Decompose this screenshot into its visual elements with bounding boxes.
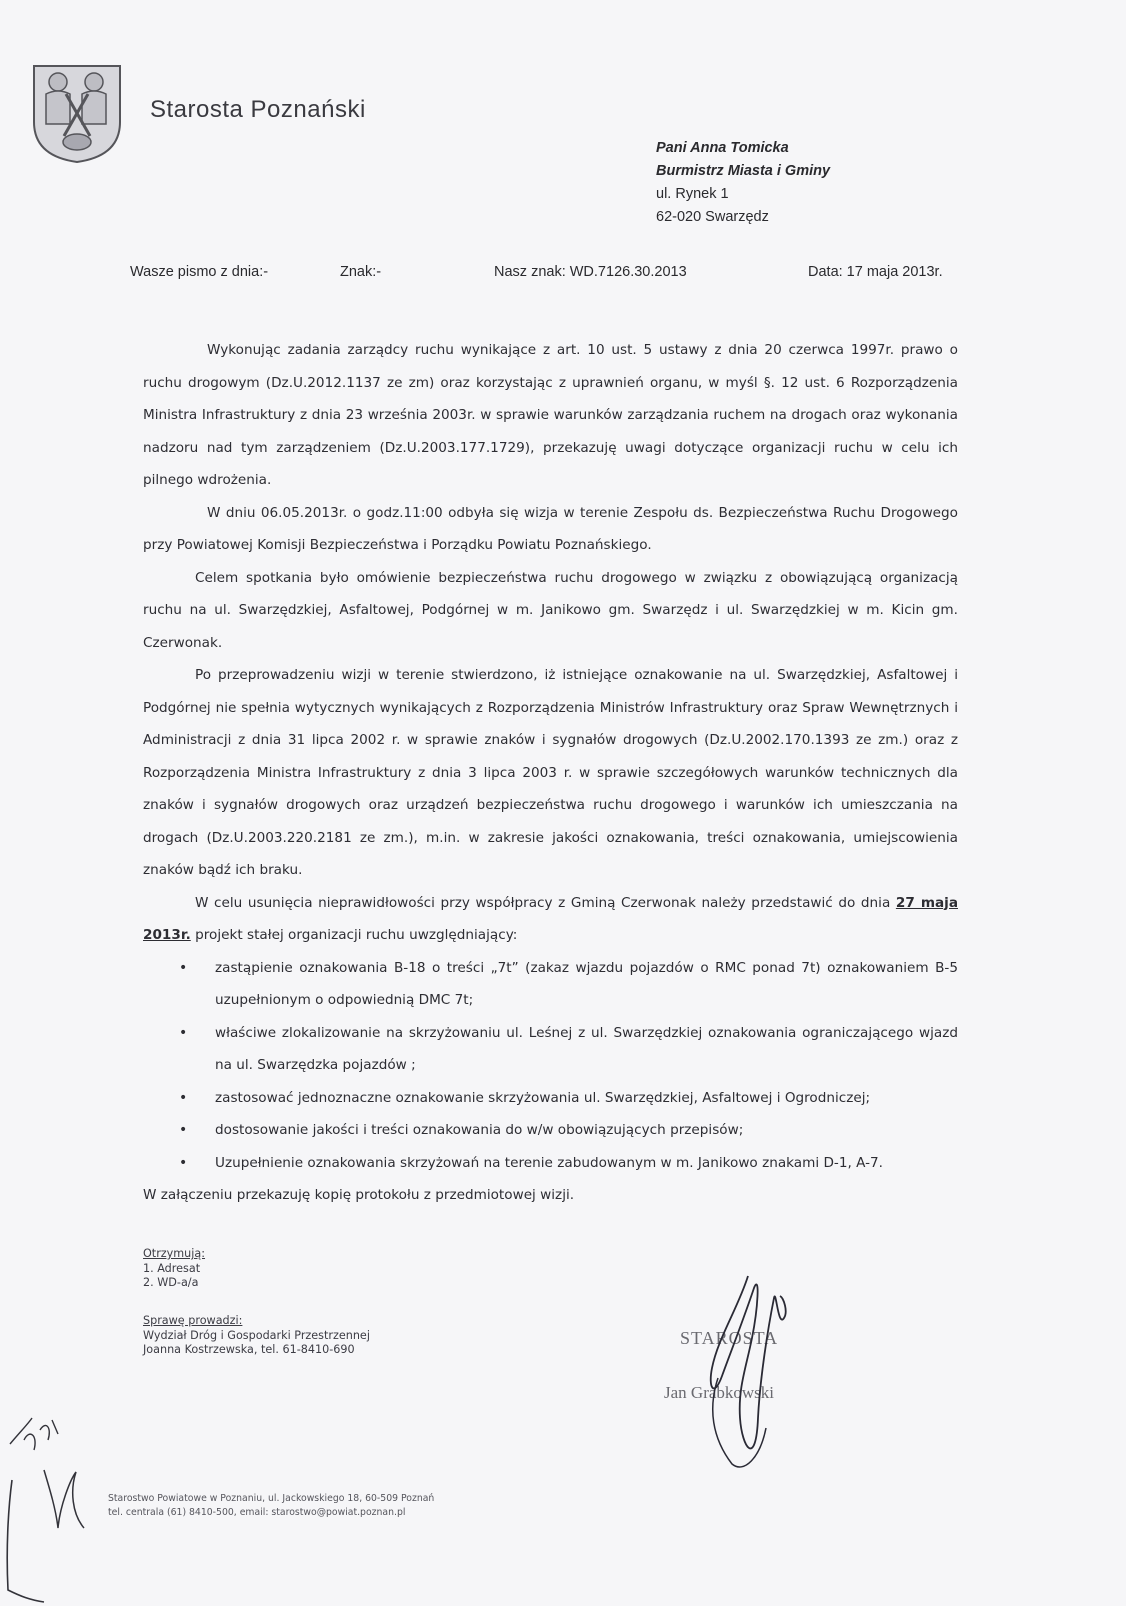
case-handler-title: Sprawę prowadzi: <box>143 1314 243 1327</box>
recipient-address <box>656 137 830 229</box>
footer-contact: tel. centrala (61) 8410-500, email: starostwo@powiat.poznan.pl <box>108 1507 406 1518</box>
case-handler-block <box>143 1314 370 1358</box>
list-item: • dostosowanie jakości i treści oznakowania do w/w obowiązujących przepisów; <box>143 1114 958 1147</box>
deadline-date: 27 maja 2013r. <box>143 894 958 943</box>
recipient-name: Pani Anna Tomicka <box>656 140 789 156</box>
recipient-street: ul. Rynek 1 <box>656 186 729 202</box>
recipient-item: 1. Adresat <box>143 1261 201 1275</box>
paragraph-5 <box>143 887 958 952</box>
paragraph-2: W dniu 06.05.2013r. o godz.11:00 odbyła się wizja w terenie Zespołu ds. Bezpieczeństwa Ruchu Drogowego przy Powiatowej Komisji Bezpieczeństwa i Porządku Powiatu Poznańskiego. <box>143 504 958 553</box>
your-letter-date: Wasze pismo z dnia:- <box>130 264 269 280</box>
signature-image <box>648 1268 808 1478</box>
footer <box>108 1492 434 1520</box>
requirements-list <box>143 952 958 1180</box>
list-item: • właściwe zlokalizowanie na skrzyżowaniu ul. Leśnej z ul. Swarzędzkiej oznakowania ograniczającego wjazd na ul. Swarzędzka pojazdów ; <box>143 1017 958 1082</box>
paragraph-3: Celem spotkania było omówienie bezpieczeństwa ruchu drogowego w związku z obowiązującą organizacją ruchu na ul. Swarzędzkiej, Asfaltowej, Podgórnej w m. Janikowo gm. Swarzędz i ul. Swarzędzkiej w m. Kicin gm. Czerwonak. <box>143 569 958 651</box>
recipient-item: 2. WD-a/a <box>143 1276 199 1289</box>
paragraph-1: Wykonując zadania zarządcy ruchu wynikające z art. 10 ust. 5 ustawy z dnia 20 czerwca 1997r. prawo o ruchu drogowym (Dz.U.2012.1137 ze zm) oraz korzystając z uprawnień organu, w myśl §. 12 ust. 6 Rozporządzenia Ministra Infrastruktury z dnia 23 września 2003r. w sprawie warunków zarządzania ruchem na drogach oraz wykonania nadzoru nad tym zarządzeniem (Dz.U.2003.177.1729), przekazuję uwagi dotyczące organizacji ruchu w celu ich pilnego wdrożenia. <box>143 342 958 488</box>
paragraph-5-lead: W celu usunięcia nieprawidłowości przy współpracy z Gminą Czerwonak należy przedstawić do dnia <box>195 894 891 911</box>
recipient-position: Burmistrz Miasta i Gminy <box>656 163 831 179</box>
coat-of-arms-logo <box>32 64 122 164</box>
paragraph-4: Po przeprowadzeniu wizji w terenie stwierdzono, iż istniejące oznakowanie na ul. Swarzędzkiej, Asfaltowej i Podgórnej nie spełnia wytycznych wynikających z Rozporządzenia Ministrów Infrastruktury oraz Spraw Wewnętrznych i Administracji z dnia 31 lipca 2002 r. w sprawie znaków i sygnałów drogowych (Dz.U.2002.170.1393 ze zm.) oraz z Rozporządzenia Ministra Infrastruktury z dnia 3 lipca 2003 r. w sprawie szczegółowych warunków technicznych dla znaków i sygnałów drogowych oraz urządzeń bezpieczeństwa ruchu drogowego i warunków ich umieszczania na drogach (Dz.U.2003.220.2181 ze zm.), m.in. w zakresie jakości oznakowania, treści oznakowania, umiejscowienia znaków bądź ich braku. <box>143 667 958 878</box>
handwritten-note <box>0 1410 110 1606</box>
stamp-title: STAROSTA <box>680 1328 779 1348</box>
org-title: Starosta Poznański <box>150 96 366 123</box>
recipient-city: 62-020 Swarzędz <box>656 209 769 225</box>
list-item: • Uzupełnienie oznakowania skrzyżowań na terenie zabudowanym w m. Janikowo znakami D-1, A-7. <box>143 1147 958 1180</box>
recipients-title: Otrzymują: <box>143 1247 206 1260</box>
our-sign: Nasz znak: WD.7126.30.2013 <box>494 264 687 280</box>
list-item: • zastosować jednoznaczne oznakowanie skrzyżowania ul. Swarzędzkiej, Asfaltowej i Ogrodniczej; <box>143 1082 958 1115</box>
list-item: • zastąpienie oznakowania B-18 o treści „7t” (zakaz wjazdu pojazdów o RMC ponad 7t) oznakowaniem B-5 uzupełnionym o odpowiednią DMC 7t; <box>143 952 958 1017</box>
closing-sentence: W załączeniu przekazuję kopię protokołu z przedmiotowej wizji. <box>143 1187 575 1203</box>
case-handler-person: Joanna Kostrzewska, tel. 61-8410-690 <box>143 1343 355 1356</box>
stamp-name: Jan Grabkowski <box>664 1383 775 1402</box>
recipients-block <box>143 1247 205 1291</box>
footer-address: Starostwo Powiatowe w Poznaniu, ul. Jackowskiego 18, 60-509 Poznań <box>108 1493 435 1504</box>
letter-body <box>143 334 958 1212</box>
your-sign: Znak:- <box>340 264 382 280</box>
case-handler-dept: Wydział Dróg i Gospodarki Przestrzennej <box>143 1328 370 1342</box>
letter-date: Data: 17 maja 2013r. <box>808 264 943 280</box>
paragraph-5-tail: projekt stałej organizacji ruchu uwzględniający: <box>195 927 518 943</box>
